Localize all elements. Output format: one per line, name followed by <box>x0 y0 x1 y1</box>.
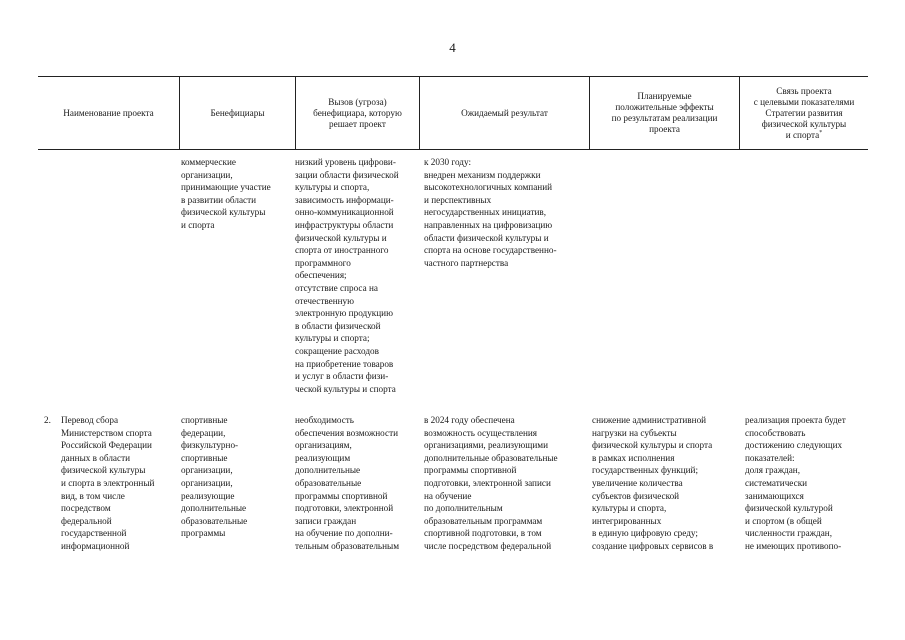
header-positive-effects <box>589 77 739 149</box>
row2-project-name: Перевод сбора Министерством спорта Российской Федерации данных в области физической культуры и спорта в электронный вид, в том числе посредством федеральной государственной информационной <box>61 415 155 551</box>
header-strategy-link <box>739 77 868 149</box>
header-link-line: Связь проекта <box>776 85 832 96</box>
continuation-beneficiaries: коммерческие организации, принимающие участие в развитии области физической культуры и спорта <box>181 157 271 230</box>
header-project-name <box>38 77 179 149</box>
header-challenge-line: решает проект <box>329 118 386 129</box>
continuation-challenge: низкий уровень цифрови- зации области физической культуры и спорта, зависимость информаци- онно-коммуникационной инфраструктуры области физической культуры и спорта от иностранного программного обеспечения; отсутствие спроса на отечественную электронную продукцию в области физической культуры и спорта; сокращение расходов на приобретение товаров и услуг в области физи- ческой культуры и спорта <box>295 157 399 394</box>
header-beneficiaries <box>179 77 295 149</box>
header-project-name-text: Наименование проекта <box>63 107 154 118</box>
header-link-line: Стратегии развития <box>765 107 843 118</box>
header-link-line: физической культуры <box>761 118 847 129</box>
row2-beneficiaries: спортивные федерации, физкультурно- спортивные организации, организации, реализующие дополнительные образовательные программы <box>181 415 248 539</box>
header-effects-line: положительные эффекты <box>615 102 714 112</box>
continuation-expected-result: к 2030 году: внедрен механизм поддержки высокотехнологичных компаний и перспективных негосударственных инициатив, направленных на цифровизацию области физической культуры и спорта на основе государственно- частного партнерства <box>424 157 557 268</box>
header-link-line: и спорта <box>785 129 820 140</box>
projects-table <box>38 76 868 150</box>
header-effects-line: по результатам реализации <box>611 113 718 123</box>
footnote-mark: * <box>819 129 823 136</box>
row2-expected-result: в 2024 году обеспечена возможность осуществления организациями, реализующими дополнительные образовательные программы спортивной подготовки, электронной записи на обучение по дополнительным образовательным программам спортивной подготовки, в том числе посредством федеральной <box>424 415 558 551</box>
page-number: 4 <box>449 40 456 55</box>
row-number: 2. <box>44 415 51 425</box>
header-challenge-line: Вызов (угроза) <box>328 96 387 107</box>
row2-strategy-link: реализация проекта будет способствовать достижению следующих показателей: доля граждан, систематически занимающихся физической культурой и спортом (в общей численности граждан, не имеющих противопо- <box>745 415 846 551</box>
table-header-row <box>38 76 868 150</box>
row2-positive-effects: снижение административной нагрузки на субъекты физической культуры и спорта в рамках исполнения государственных функций; увеличение количества субъектов физической культуры и спорта, интегрированных в единую цифровую среду; создание цифровых сервисов в <box>592 415 714 551</box>
header-beneficiaries-text: Бенефициары <box>210 107 265 118</box>
header-link-line: с целевыми показателями <box>753 96 855 107</box>
header-effects-line: проекта <box>649 124 680 134</box>
row2-challenge: необходимость обеспечения возможности организациям, реализующим дополнительные образовательные программы спортивной подготовки, электронной записи граждан на обучение по дополни- тельным образовательным <box>295 415 400 551</box>
header-challenge <box>295 77 419 149</box>
header-expected-result-text: Ожидаемый результат <box>461 107 548 118</box>
header-expected-result <box>419 77 589 149</box>
header-challenge-line: бенефициара, которую <box>313 107 402 118</box>
header-effects-line: Планируемые <box>637 91 692 101</box>
